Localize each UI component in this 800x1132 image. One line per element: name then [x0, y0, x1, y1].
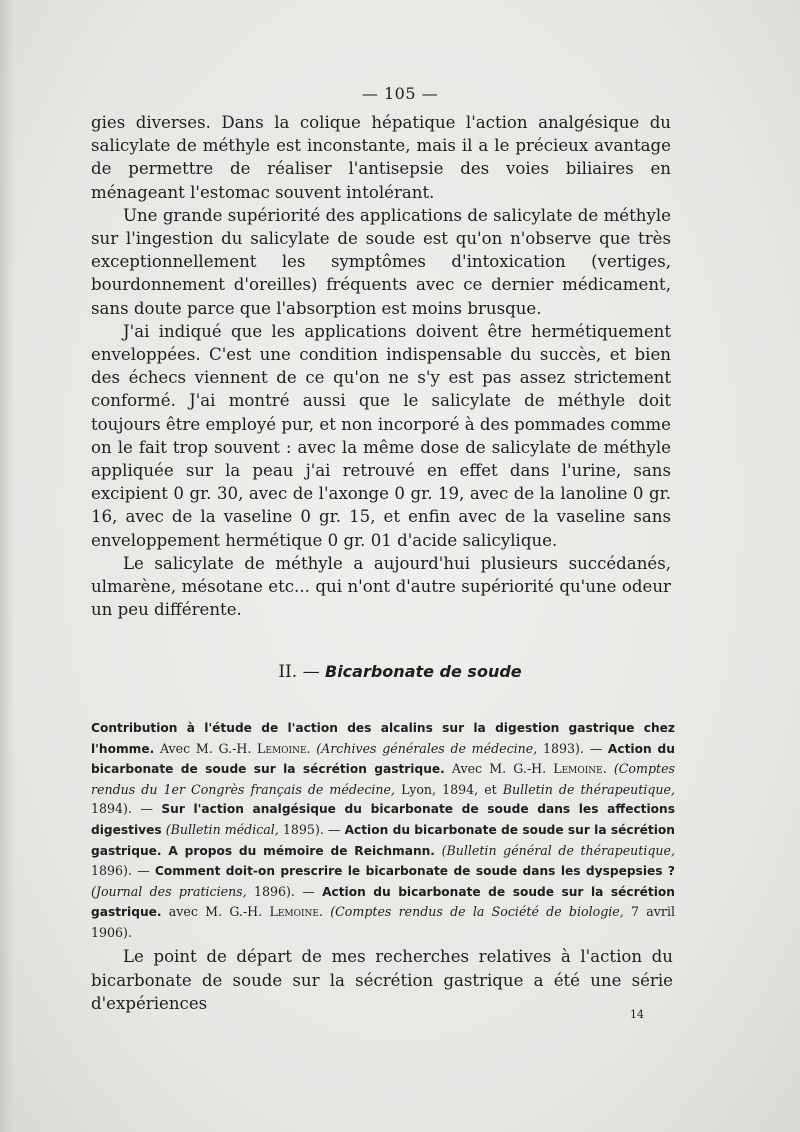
reference-coauthor: Avec M. G.-H. — [451, 761, 547, 777]
reference-year: 1896). — — [91, 863, 150, 879]
page-edge-shadow — [0, 0, 14, 1132]
paragraph: J'ai indiqué que les applications doivent être hermétiquement enveloppées. C'est une condition indispensable du succès, et bien des échecs viennent de ce qu'on ne s'y est pas assez strictement conformé. J'ai montré aussi que le salicylate de méthyle doit toujours être employé pur, et non incorporé à des pommades comme on le fait trop souvent : avec la même dose de salicylate de méthyle appliquée sur la peau j'ai retrouvé en effet dans l'urine, sans excipient 0 gr. 30, avec de l'axonge 0 gr. 19, avec de la lanoline 0 gr. 16, avec de la vaseline 0 gr. 15, et enfin avec de la vaseline sans enveloppement hermétique 0 gr. 01 d'acide salicylique. — [91, 321, 671, 550]
reference-source: (Bulletin médical, — [165, 821, 279, 837]
reference-author-name: Lemoine. — [269, 904, 323, 920]
section-title: Bicarbonate de soude — [325, 662, 522, 681]
reference-year: 1893). — — [542, 740, 603, 756]
paragraph-continued: gies diverses. Dans la colique hépatique l'action analgésique du salicylate de méthyle est inconstante, mais il a le précieux avantage de permettre de réaliser l'antisepsie des voies biliaires en ménageant l'estomac souvent intolérant. — [91, 113, 671, 202]
reference-coauthor: avec M. G.-H. — [168, 904, 263, 920]
bibliography-block — [91, 718, 675, 943]
reference-title: Sur l'action analgésique du bicarbonate de soude dans les affections digestives — [91, 802, 675, 837]
reference-author-name: Lemoine. — [553, 761, 607, 777]
reference-source: (Journal des praticiens, — [91, 883, 247, 899]
reference-year: 1895). — — [282, 821, 341, 837]
section-heading — [0, 662, 800, 682]
paragraph: Le salicylate de méthyle a aujourd'hui plusieurs succédanés, ulmarène, mésotane etc... qui n'ont d'autre supériorité qu'une odeur un peu différente. — [91, 553, 671, 620]
page-number: — 105 — — [361, 84, 439, 103]
section-number: II. — — [278, 662, 320, 682]
paragraph: Le point de départ de mes recherches relatives à l'action du bicarbonate de soude sur la sécrétion gastrique a été une série d'expériences — [91, 947, 673, 1014]
reference-title: Contribution à l'étude de l'action des alcalins sur la digestion gastrique chez l'homme. — [91, 721, 675, 756]
reference-year: 1894). — — [91, 801, 153, 817]
reference-title: Action du bicarbonate de soude sur la sécrétion gastrique. A propos du mémoire de Reichmann. — [91, 822, 675, 858]
reference-conjunction: et — [484, 781, 497, 797]
reference-title: Action du bicarbonate de soude sur la sécrétion gastrique. — [91, 884, 675, 920]
signature-mark: 14 — [630, 1008, 644, 1021]
reference-title: Action du bicarbonate de soude sur la sécrétion gastrique. — [91, 741, 675, 777]
reference-source: Bulletin de thérapeutique, — [502, 781, 675, 797]
body-text — [91, 111, 671, 621]
reference-source: (Bulletin général de thérapeutique, — [441, 842, 675, 858]
paragraph: Une grande supériorité des applications de salicylate de méthyle sur l'ingestion du salicylate de soude est qu'on n'observe que très exceptionnellement les symptômes d'intoxication (vertiges, bourdonnement d'oreilles) fréquents avec ce dernier médicament, sans doute parce que l'absorption est moins brusque. — [91, 205, 671, 318]
closing-paragraph — [91, 945, 673, 1016]
reference-title: Comment doit-on prescrire le bicarbonate de soude dans les dyspepsies ? — [154, 864, 675, 879]
reference-author-name: Lemoine. — [257, 740, 311, 756]
reference-coauthor: Avec M. G.-H. — [159, 740, 252, 756]
reference-source: (Comptes rendus de la Société de biologie, — [330, 904, 624, 920]
reference-source: (Archives générales de médecine, — [316, 740, 538, 756]
reference-source: (Comptes rendus du 1er Congrès français de médecine, — [91, 761, 675, 797]
reference-year: 7 avril 1906). — [91, 904, 675, 940]
reference-year: 1896). — — [253, 883, 315, 899]
reference-place: Lyon, 1894, — [401, 781, 479, 797]
